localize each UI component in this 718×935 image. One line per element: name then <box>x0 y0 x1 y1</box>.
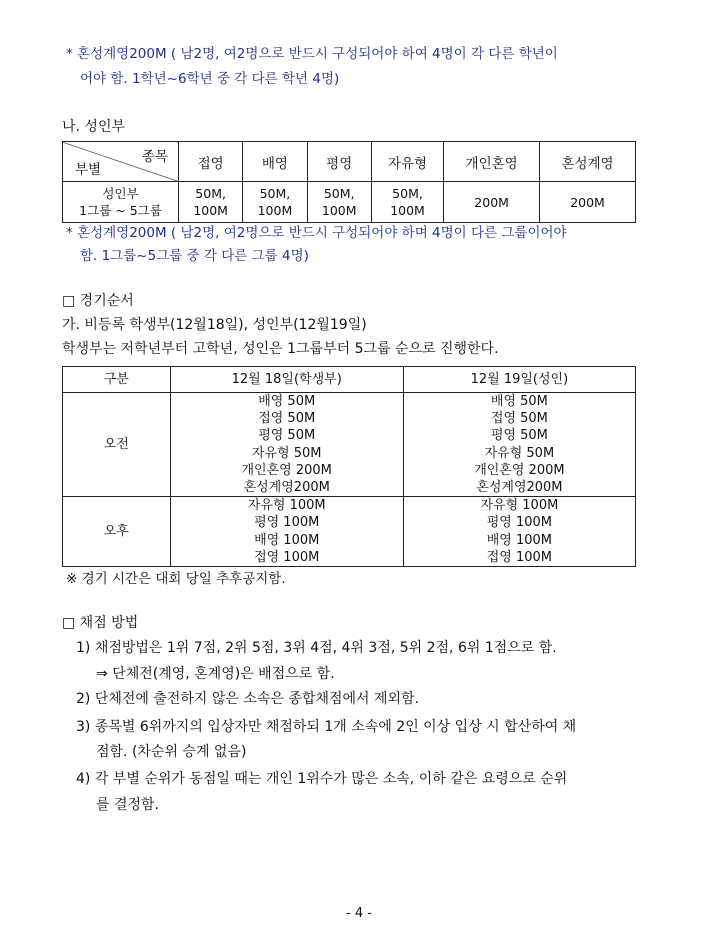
corner-division-label: 부별 <box>75 162 102 178</box>
scoring-item-2: 2) 단체전에 출전하지 않은 소속은 종합채점에서 제외함. <box>76 691 420 707</box>
adult-table-header-row <box>63 142 636 182</box>
adult-note-line2: 함. 1그룹~5그룹 중 각 다른 그룹 4명) <box>80 248 309 264</box>
morning-day1-events: 배영 50M 접영 50M 평영 50M 자유형 50M 개인혼영 200M 혼성계영200M <box>170 393 403 497</box>
student-note-line1: * 혼성계영200M ( 남2명, 여2명으로 반드시 구성되어야 하여 4명이 각 다른 학년이 <box>66 46 558 62</box>
afternoon-day1-events: 자유형 100M 평영 100M 배영 100M 접영 100M <box>170 497 403 567</box>
header-individual-medley: 개인혼영 <box>444 142 540 182</box>
schedule-footnote: ※ 경기 시간은 대회 당일 추후공지함. <box>66 571 286 587</box>
header-backstroke: 배영 <box>243 142 307 182</box>
order-section-title: □ 경기순서 <box>62 293 134 309</box>
afternoon-label: 오후 <box>63 497 171 567</box>
header-breaststroke: 평영 <box>307 142 371 182</box>
adult-table-row <box>63 182 636 223</box>
scoring-item-3: 3) 종목별 6위까지의 입상자만 채점하되 1개 소속에 2인 이상 입상 시 합산하여 채 <box>76 719 577 735</box>
page-number: - 4 - <box>346 906 372 921</box>
header-mixed-relay: 혼성계영 <box>540 142 636 182</box>
student-note-line2: 어야 함. 1학년~6학년 중 각 다른 학년 4명) <box>80 71 340 87</box>
schedule-table <box>62 366 636 567</box>
table-corner-cell <box>63 142 179 182</box>
adult-row-label: 성인부 1그룹 ~ 5그룹 <box>63 182 179 223</box>
morning-label: 오전 <box>63 393 171 497</box>
cell-breaststroke: 50M, 100M <box>307 182 371 223</box>
adult-events-table <box>62 141 636 223</box>
scoring-item-3-cont: 점함. (차순위 승계 없음) <box>96 744 247 760</box>
adult-section-title: 나. 성인부 <box>62 119 125 135</box>
header-day2: 12월 19일(성인) <box>403 367 635 393</box>
schedule-row-morning <box>63 393 636 497</box>
scoring-item-4-cont: 를 결정함. <box>96 797 159 813</box>
cell-mixed-relay: 200M <box>540 182 636 223</box>
header-freestyle: 자유형 <box>371 142 443 182</box>
order-section-subtitle: 가. 비등록 학생부(12월18일), 성인부(12월19일) <box>62 317 367 333</box>
schedule-header-row <box>63 367 636 393</box>
schedule-row-afternoon <box>63 497 636 567</box>
afternoon-day2-events: 자유형 100M 평영 100M 배영 100M 접영 100M <box>403 497 635 567</box>
header-category: 구분 <box>63 367 171 393</box>
scoring-item-4: 4) 각 부별 순위가 동점일 때는 개인 1위수가 많은 소속, 이하 같은 요령으로 순위 <box>76 771 568 787</box>
cell-butterfly: 50M, 100M <box>179 182 243 223</box>
header-butterfly: 접영 <box>179 142 243 182</box>
cell-backstroke: 50M, 100M <box>243 182 307 223</box>
cell-individual-medley: 200M <box>444 182 540 223</box>
order-section-description: 학생부는 저학년부터 고학년, 성인은 1그룹부터 5그룹 순으로 진행한다. <box>62 341 499 357</box>
adult-note-line1: * 혼성계영200M ( 남2명, 여2명으로 반드시 구성되어야 하며 4명이 다른 그룹이어야 <box>66 225 567 241</box>
scoring-section-title: □ 채점 방법 <box>62 615 139 631</box>
morning-day2-events: 배영 50M 접영 50M 평영 50M 자유형 50M 개인혼영 200M 혼성계영200M <box>403 393 635 497</box>
corner-event-label: 종목 <box>141 149 168 165</box>
cell-freestyle: 50M, 100M <box>371 182 443 223</box>
scoring-item-1-sub: ⇒ 단체전(계영, 혼계영)은 배점으로 함. <box>96 666 335 682</box>
header-day1: 12월 18일(학생부) <box>170 367 403 393</box>
scoring-item-1: 1) 채점방법은 1위 7점, 2위 5점, 3위 4점, 4위 3점, 5위 2점, 6위 1점으로 함. <box>76 640 557 656</box>
